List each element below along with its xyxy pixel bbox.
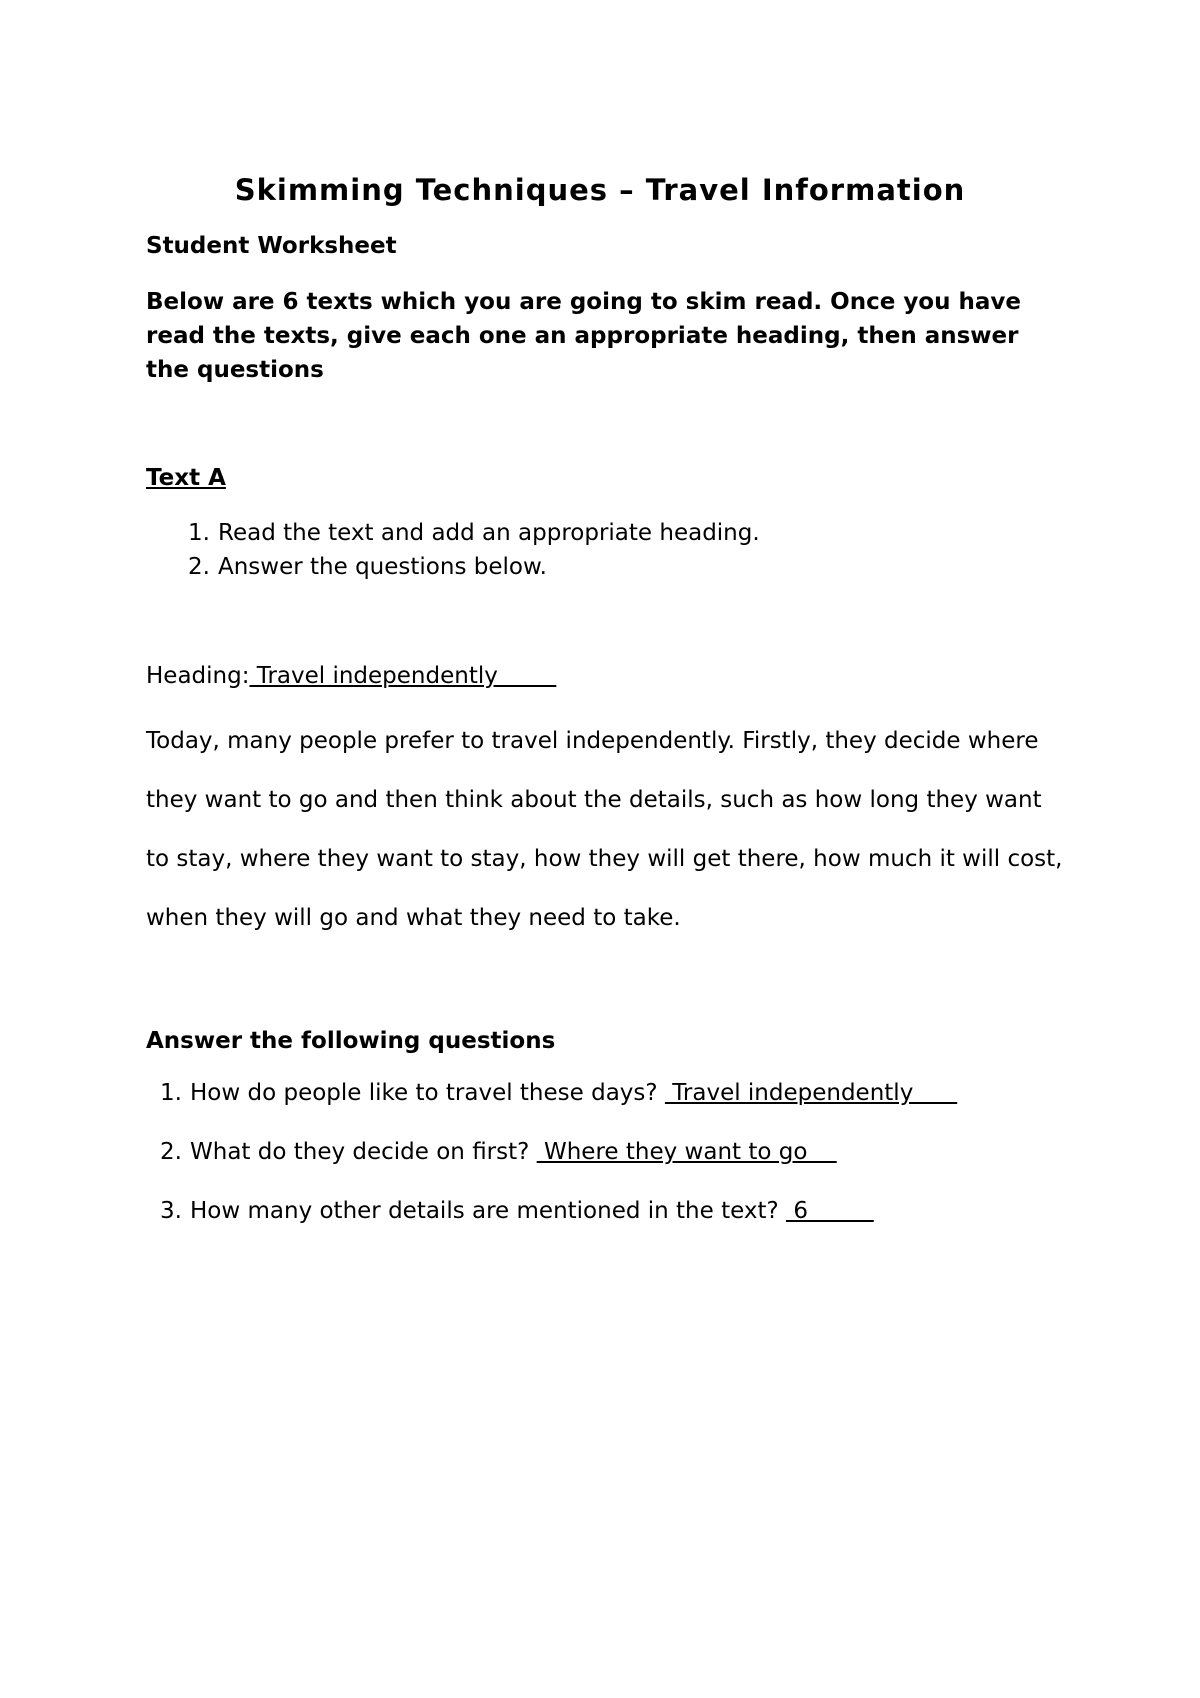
text-a-body: Today, many people prefer to travel independently. Firstly, they decide where they want to go and then think about the details, such as how long they want to stay, where they want to stay, how they will get there, how much it will cost, when they will go and what they need to take.	[146, 728, 1063, 931]
intro-paragraph: Below are 6 texts which you are going to skim read. Once you have read the texts, give each one an appropriate heading, then answer the questions	[146, 289, 1021, 383]
list-number: 1.	[188, 520, 210, 546]
list-number: 2.	[188, 554, 210, 580]
question-text: What do they decide on first?	[190, 1139, 537, 1165]
question-item	[146, 1195, 957, 1227]
question-item	[146, 1077, 957, 1109]
question-number: 3.	[160, 1198, 182, 1224]
instruction-text: Answer the questions below.	[218, 554, 547, 580]
instruction-text: Read the text and add an appropriate heading.	[218, 520, 760, 546]
list-item	[146, 516, 760, 550]
question-number: 1.	[160, 1080, 182, 1106]
heading-line	[146, 660, 556, 692]
question-answer: Where they want to go	[536, 1139, 837, 1165]
document-subtitle: Student Worksheet	[146, 233, 397, 259]
list-item	[146, 550, 760, 584]
question-number: 2.	[160, 1139, 182, 1165]
question-text: How many other details are mentioned in the text?	[190, 1198, 787, 1224]
question-text: How do people like to travel these days?	[190, 1080, 665, 1106]
instructions-list	[146, 516, 760, 584]
question-item	[146, 1136, 957, 1168]
document-title: Skimming Techniques – Travel Information	[234, 173, 966, 207]
question-answer: Travel independently	[664, 1080, 958, 1106]
text-a-heading: Text A	[146, 465, 226, 491]
questions-heading: Answer the following questions	[146, 1028, 556, 1054]
heading-label: Heading:	[146, 663, 250, 689]
heading-answer: Travel independently	[249, 663, 557, 689]
questions-list	[146, 1077, 957, 1254]
question-answer: 6	[786, 1198, 874, 1224]
